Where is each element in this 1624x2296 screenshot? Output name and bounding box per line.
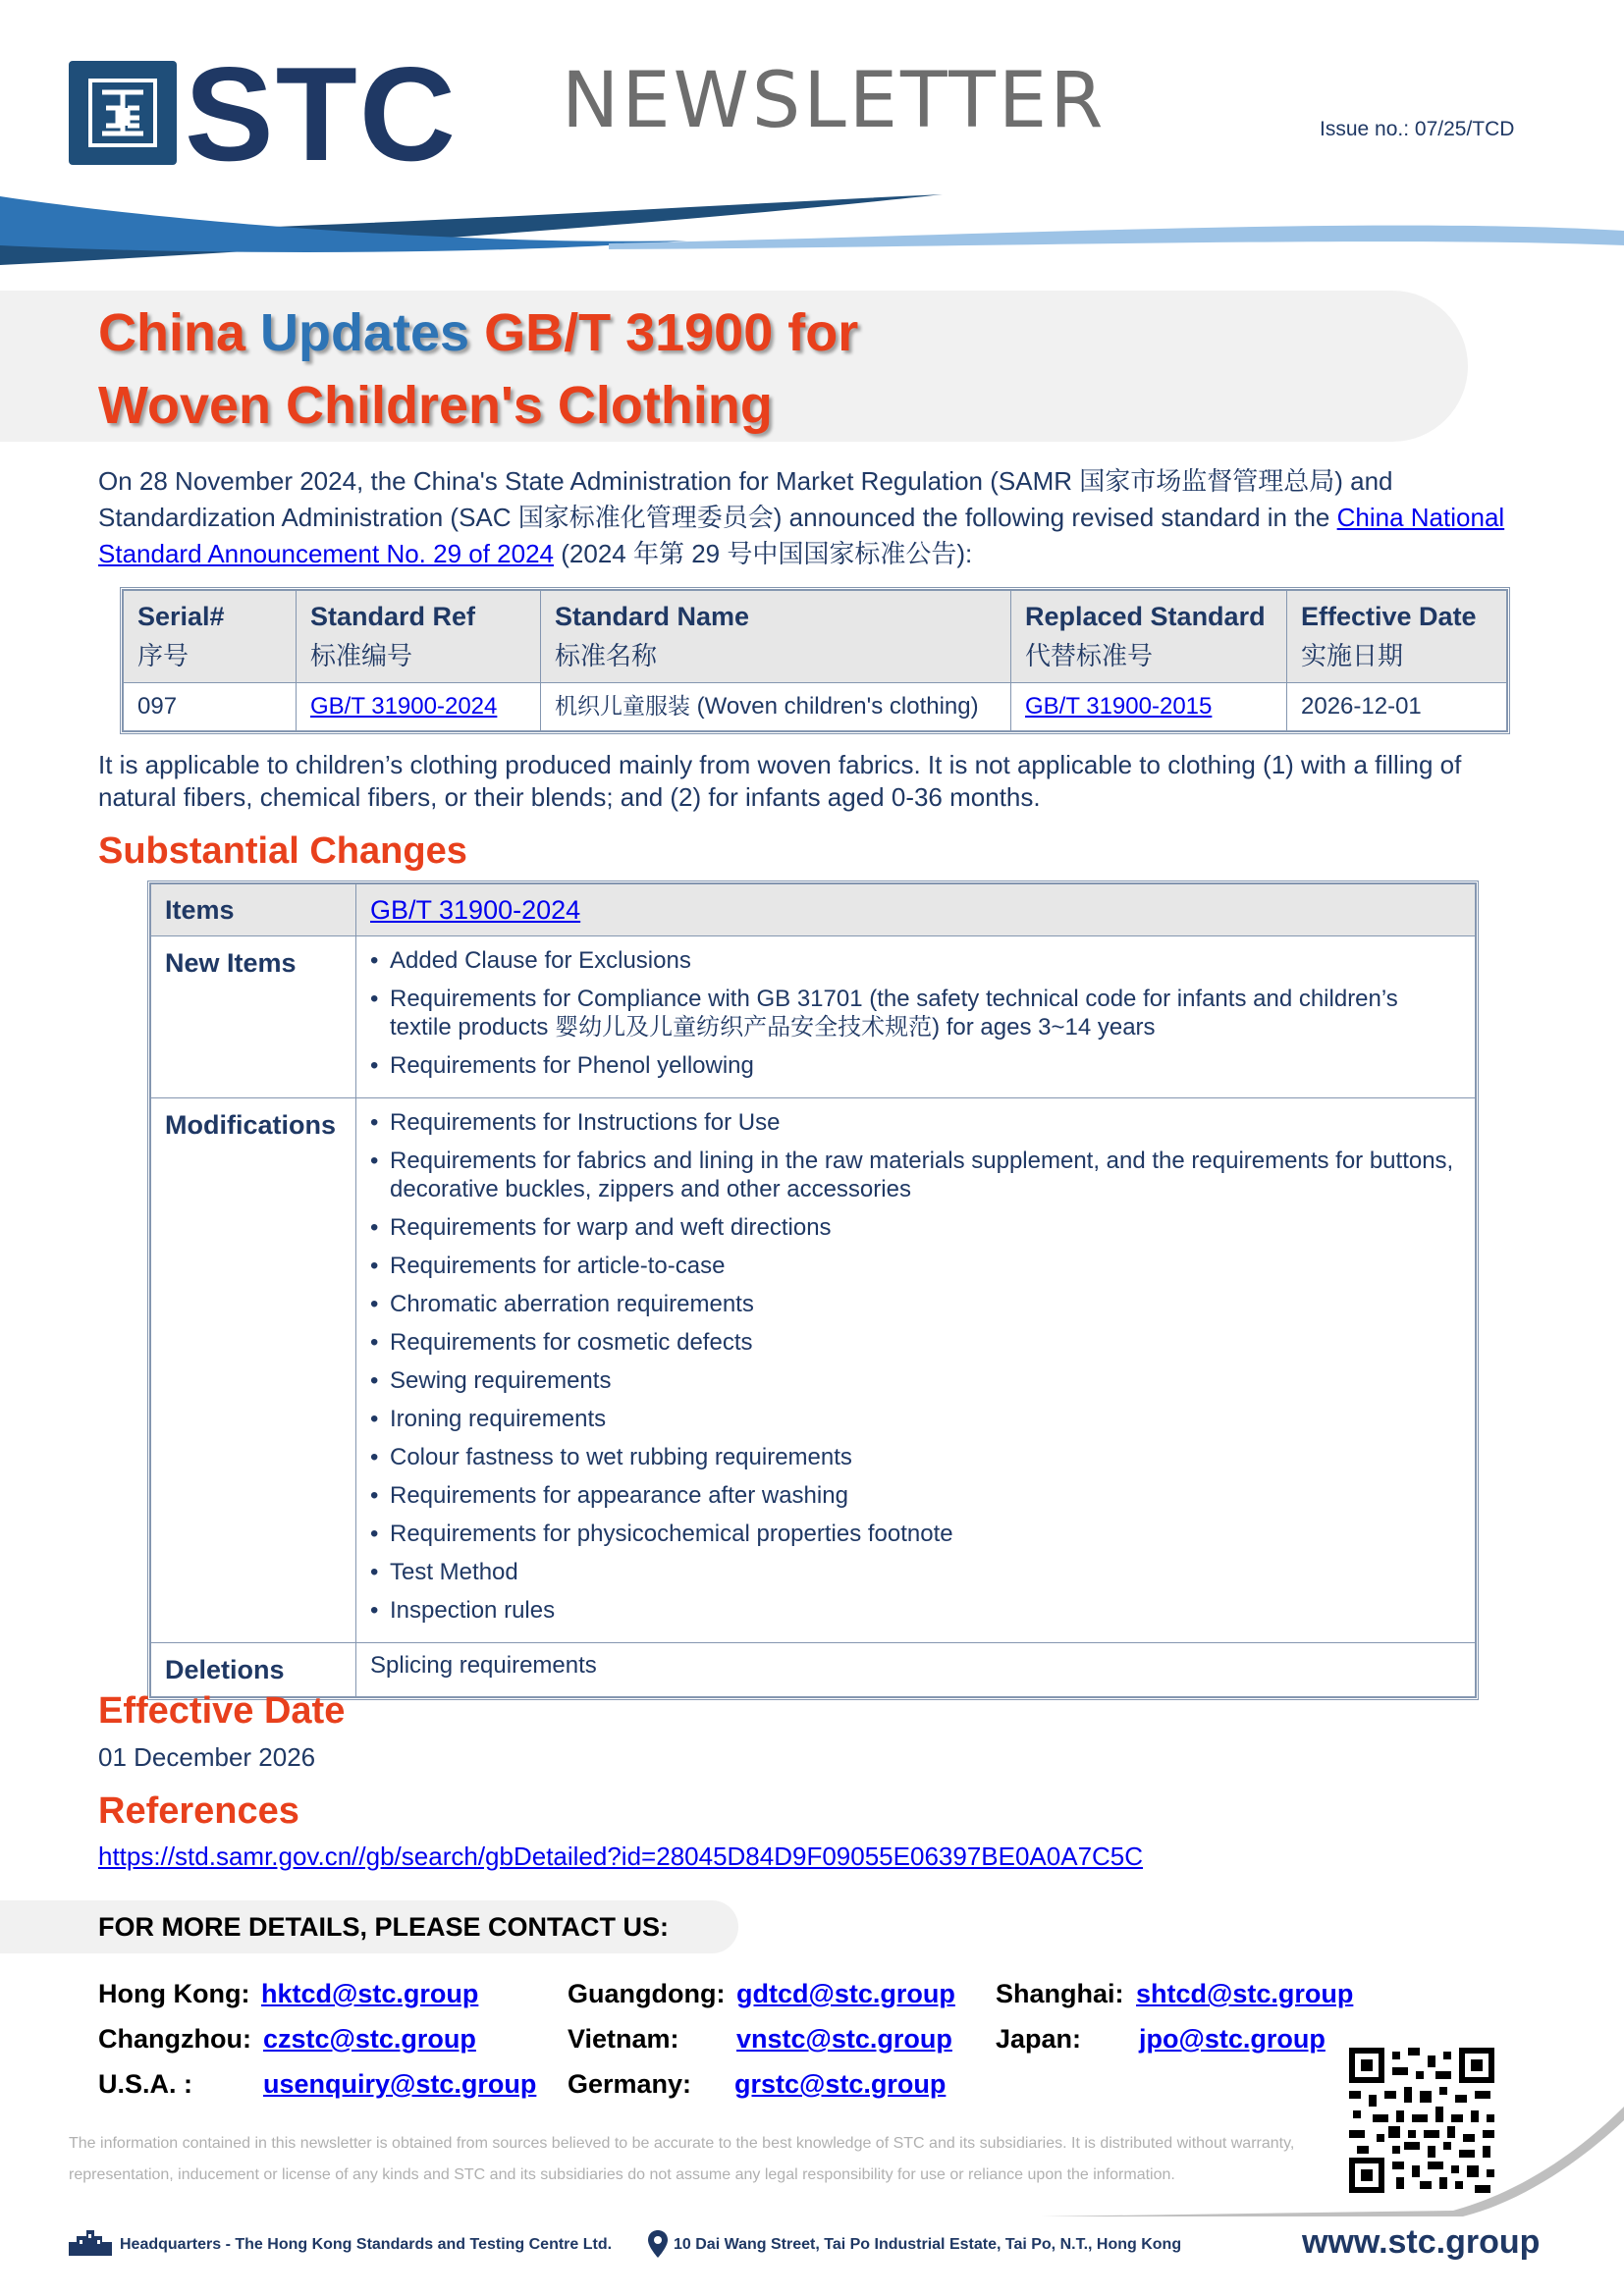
contact-label-changzhou: Changzhou: (98, 2024, 251, 2054)
list-item: • Ironing requirements (368, 1405, 1463, 1433)
new-items-label: New Items (151, 936, 356, 1098)
contact-label-hong-kong: Hong Kong: (98, 1979, 250, 2008)
cell-name: 机织儿童服装 (Woven children's clothing) (541, 683, 1011, 731)
cell-effective: 2026-12-01 (1287, 683, 1507, 731)
contact-label-guangdong: Guangdong: (568, 1979, 726, 2008)
title-part-3: GB/T 31900 for (484, 303, 859, 362)
table-row (124, 683, 1507, 731)
cell-ref (297, 683, 541, 731)
contact-email-guangdong[interactable]: gdtcd@stc.group (736, 1979, 955, 2008)
applicability-paragraph: It is applicable to children’s clothing produced mainly from woven fabrics. It is not applicable to clothing (1) with a filling of natural fibers, chemical fibers, or their blends; and (2) for infants aged 0-36 months. (98, 750, 1462, 812)
gb-standard-link[interactable]: GB/T 31900-2024 (370, 895, 581, 925)
list-item: • Requirements for Instructions for Use (368, 1108, 1463, 1137)
list-item: • Requirements for physicochemical properties footnote (368, 1520, 1463, 1548)
list-item: • Requirements for article-to-case (368, 1252, 1463, 1280)
contact-label-usa: U.S.A. : (98, 2069, 193, 2099)
deletions-label: Deletions (151, 1643, 356, 1697)
footer-swoosh (1041, 2101, 1624, 2218)
cell-replaced (1011, 683, 1287, 731)
header-serial: Serial# 序号 (124, 591, 297, 683)
location-pin-icon (648, 2230, 668, 2258)
header-standard-name: Standard Name 标准名称 (541, 591, 1011, 683)
contact-label-shanghai: Shanghai: (996, 1979, 1124, 2008)
contact-email-changzhou[interactable]: czstc@stc.group (263, 2024, 476, 2054)
header-effective-date: Effective Date 实施日期 (1287, 591, 1507, 683)
header-replaced-standard: Replaced Standard 代替标准号 (1011, 591, 1287, 683)
list-item: • Requirements for cosmetic defects (368, 1328, 1463, 1357)
issue-number: Issue no.: 07/25/TCD (1320, 118, 1515, 140)
standard-table-header (124, 591, 1507, 683)
list-item: • Requirements for Phenol yellowing (368, 1051, 1463, 1080)
contact-title: FOR MORE DETAILS, PLEASE CONTACT US: (98, 1912, 670, 1942)
contact-email-shanghai[interactable]: shtcd@stc.group (1136, 1979, 1354, 2008)
cell-serial: 097 (124, 683, 297, 731)
stc-emblem-icon (88, 79, 157, 147)
list-item: • Requirements for fabrics and lining in the raw materials supplement, and the requirements for buttons, decorative buckles, zippers and other accessories (368, 1147, 1463, 1203)
header-standard (356, 884, 1476, 936)
contact-email-germany[interactable]: grstc@stc.group (734, 2069, 947, 2099)
page-title (98, 296, 858, 442)
changes-table (150, 883, 1476, 1697)
list-item: • Requirements for appearance after washing (368, 1481, 1463, 1510)
changes-table-header (151, 884, 1476, 936)
title-part-2: Updates (260, 303, 485, 362)
building-icon (67, 2228, 114, 2258)
modifications-list (368, 1108, 1463, 1625)
deletions-text: Splicing requirements (356, 1643, 1476, 1697)
disclaimer-text: The information contained in this newsletter is obtained from sources believed to be accurate to the best knowledge of STC and its subsidiaries. It is distributed without warranty, representation, inducement or license of any kinds and STC and its subsidiaries do not assume any legal responsibility for use or reliance upon the information. (69, 2135, 1295, 2183)
standard-ref-link[interactable]: GB/T 31900-2024 (310, 693, 498, 720)
standard-table-frame (120, 587, 1510, 734)
table-row-new-items (151, 936, 1476, 1098)
contact-email-hong-kong[interactable]: hktcd@stc.group (261, 1979, 479, 2008)
replaced-standard-link[interactable]: GB/T 31900-2015 (1025, 693, 1213, 720)
table-row-modifications (151, 1098, 1476, 1643)
intro-paragraph (98, 463, 1532, 572)
modifications-label: Modifications (151, 1098, 356, 1643)
newsletter-label: NEWSLETTER (562, 57, 1107, 145)
contact-email-japan[interactable]: jpo@stc.group (1139, 2024, 1326, 2054)
substantial-changes-heading: Substantial Changes (98, 830, 467, 872)
table-row-deletions (151, 1643, 1476, 1697)
intro-cn-2: 号中国国家标准公告 (727, 540, 957, 569)
list-item: • Added Clause for Exclusions (368, 946, 1463, 975)
title-line-2: Woven Children's Clothing (98, 376, 773, 435)
contact-label-japan: Japan: (996, 2024, 1082, 2054)
intro-text-5: 29 (683, 539, 728, 568)
intro-text-6: ): (956, 539, 973, 568)
footer-address: 10 Dai Wang Street, Tai Po Industrial Estate, Tai Po, N.T., Hong Kong (674, 2236, 1182, 2253)
header-swoosh (0, 187, 1624, 265)
reference-link[interactable]: https://std.samr.gov.cn//gb/search/gbDetailed?id=28045D84D9F09055E06397BE0A0A7C5C (98, 1842, 1144, 1871)
stc-logo-text: STC (185, 39, 458, 188)
contact-label-vietnam: Vietnam: (568, 2024, 679, 2054)
changes-table-frame (147, 881, 1479, 1700)
announcement-link[interactable]: China National Standard Announcement No. 29 of 2024 (98, 503, 1505, 568)
effective-date-text: 01 December 2026 (98, 1742, 316, 1772)
list-item: • Requirements for Compliance with GB 31701 (the safety technical code for infants and children’s textile products 婴幼儿及儿童纺织产品安全技术规范) for ages 3~14 years (368, 985, 1463, 1041)
contact-email-vietnam[interactable]: vnstc@stc.group (736, 2024, 952, 2054)
list-item: • Colour fastness to wet rubbing requirements (368, 1443, 1463, 1471)
intro-text-4: (2024 (554, 539, 633, 568)
new-items-list (368, 946, 1463, 1080)
intro-text-3: ) announced the following revised standard in the (773, 503, 1337, 532)
title-part-1: China (98, 303, 261, 362)
references-heading: References (98, 1790, 299, 1832)
footer-headquarters: Headquarters - The Hong Kong Standards and Testing Centre Ltd. (120, 2236, 613, 2253)
list-item: • Chromatic aberration requirements (368, 1290, 1463, 1318)
effective-date-heading: Effective Date (98, 1690, 346, 1732)
samr-chinese: 国家市场监督管理总局 (1079, 467, 1335, 497)
contact-email-usa[interactable]: usenquiry@stc.group (263, 2069, 537, 2099)
list-item: • Inspection rules (368, 1596, 1463, 1625)
footer-website[interactable]: www.stc.group (1302, 2223, 1541, 2261)
header-standard-ref: Standard Ref 标准编号 (297, 591, 541, 683)
list-item: • Sewing requirements (368, 1366, 1463, 1395)
intro-text-2: ) and Standardization Administration (SAC (98, 466, 1393, 532)
contact-label-germany: Germany: (568, 2069, 692, 2099)
intro-text-1: On 28 November 2024, the China's State Administration for Market Regulation (SAMR (98, 466, 1080, 496)
sac-chinese: 国家标准化管理委员会 (517, 504, 774, 533)
intro-cn-1: 年第 (632, 540, 684, 569)
standard-table (123, 590, 1507, 731)
list-item: • Requirements for warp and weft directions (368, 1213, 1463, 1242)
header-items: Items (151, 884, 356, 936)
list-item: • Test Method (368, 1558, 1463, 1586)
stc-logo-mark (69, 61, 177, 165)
